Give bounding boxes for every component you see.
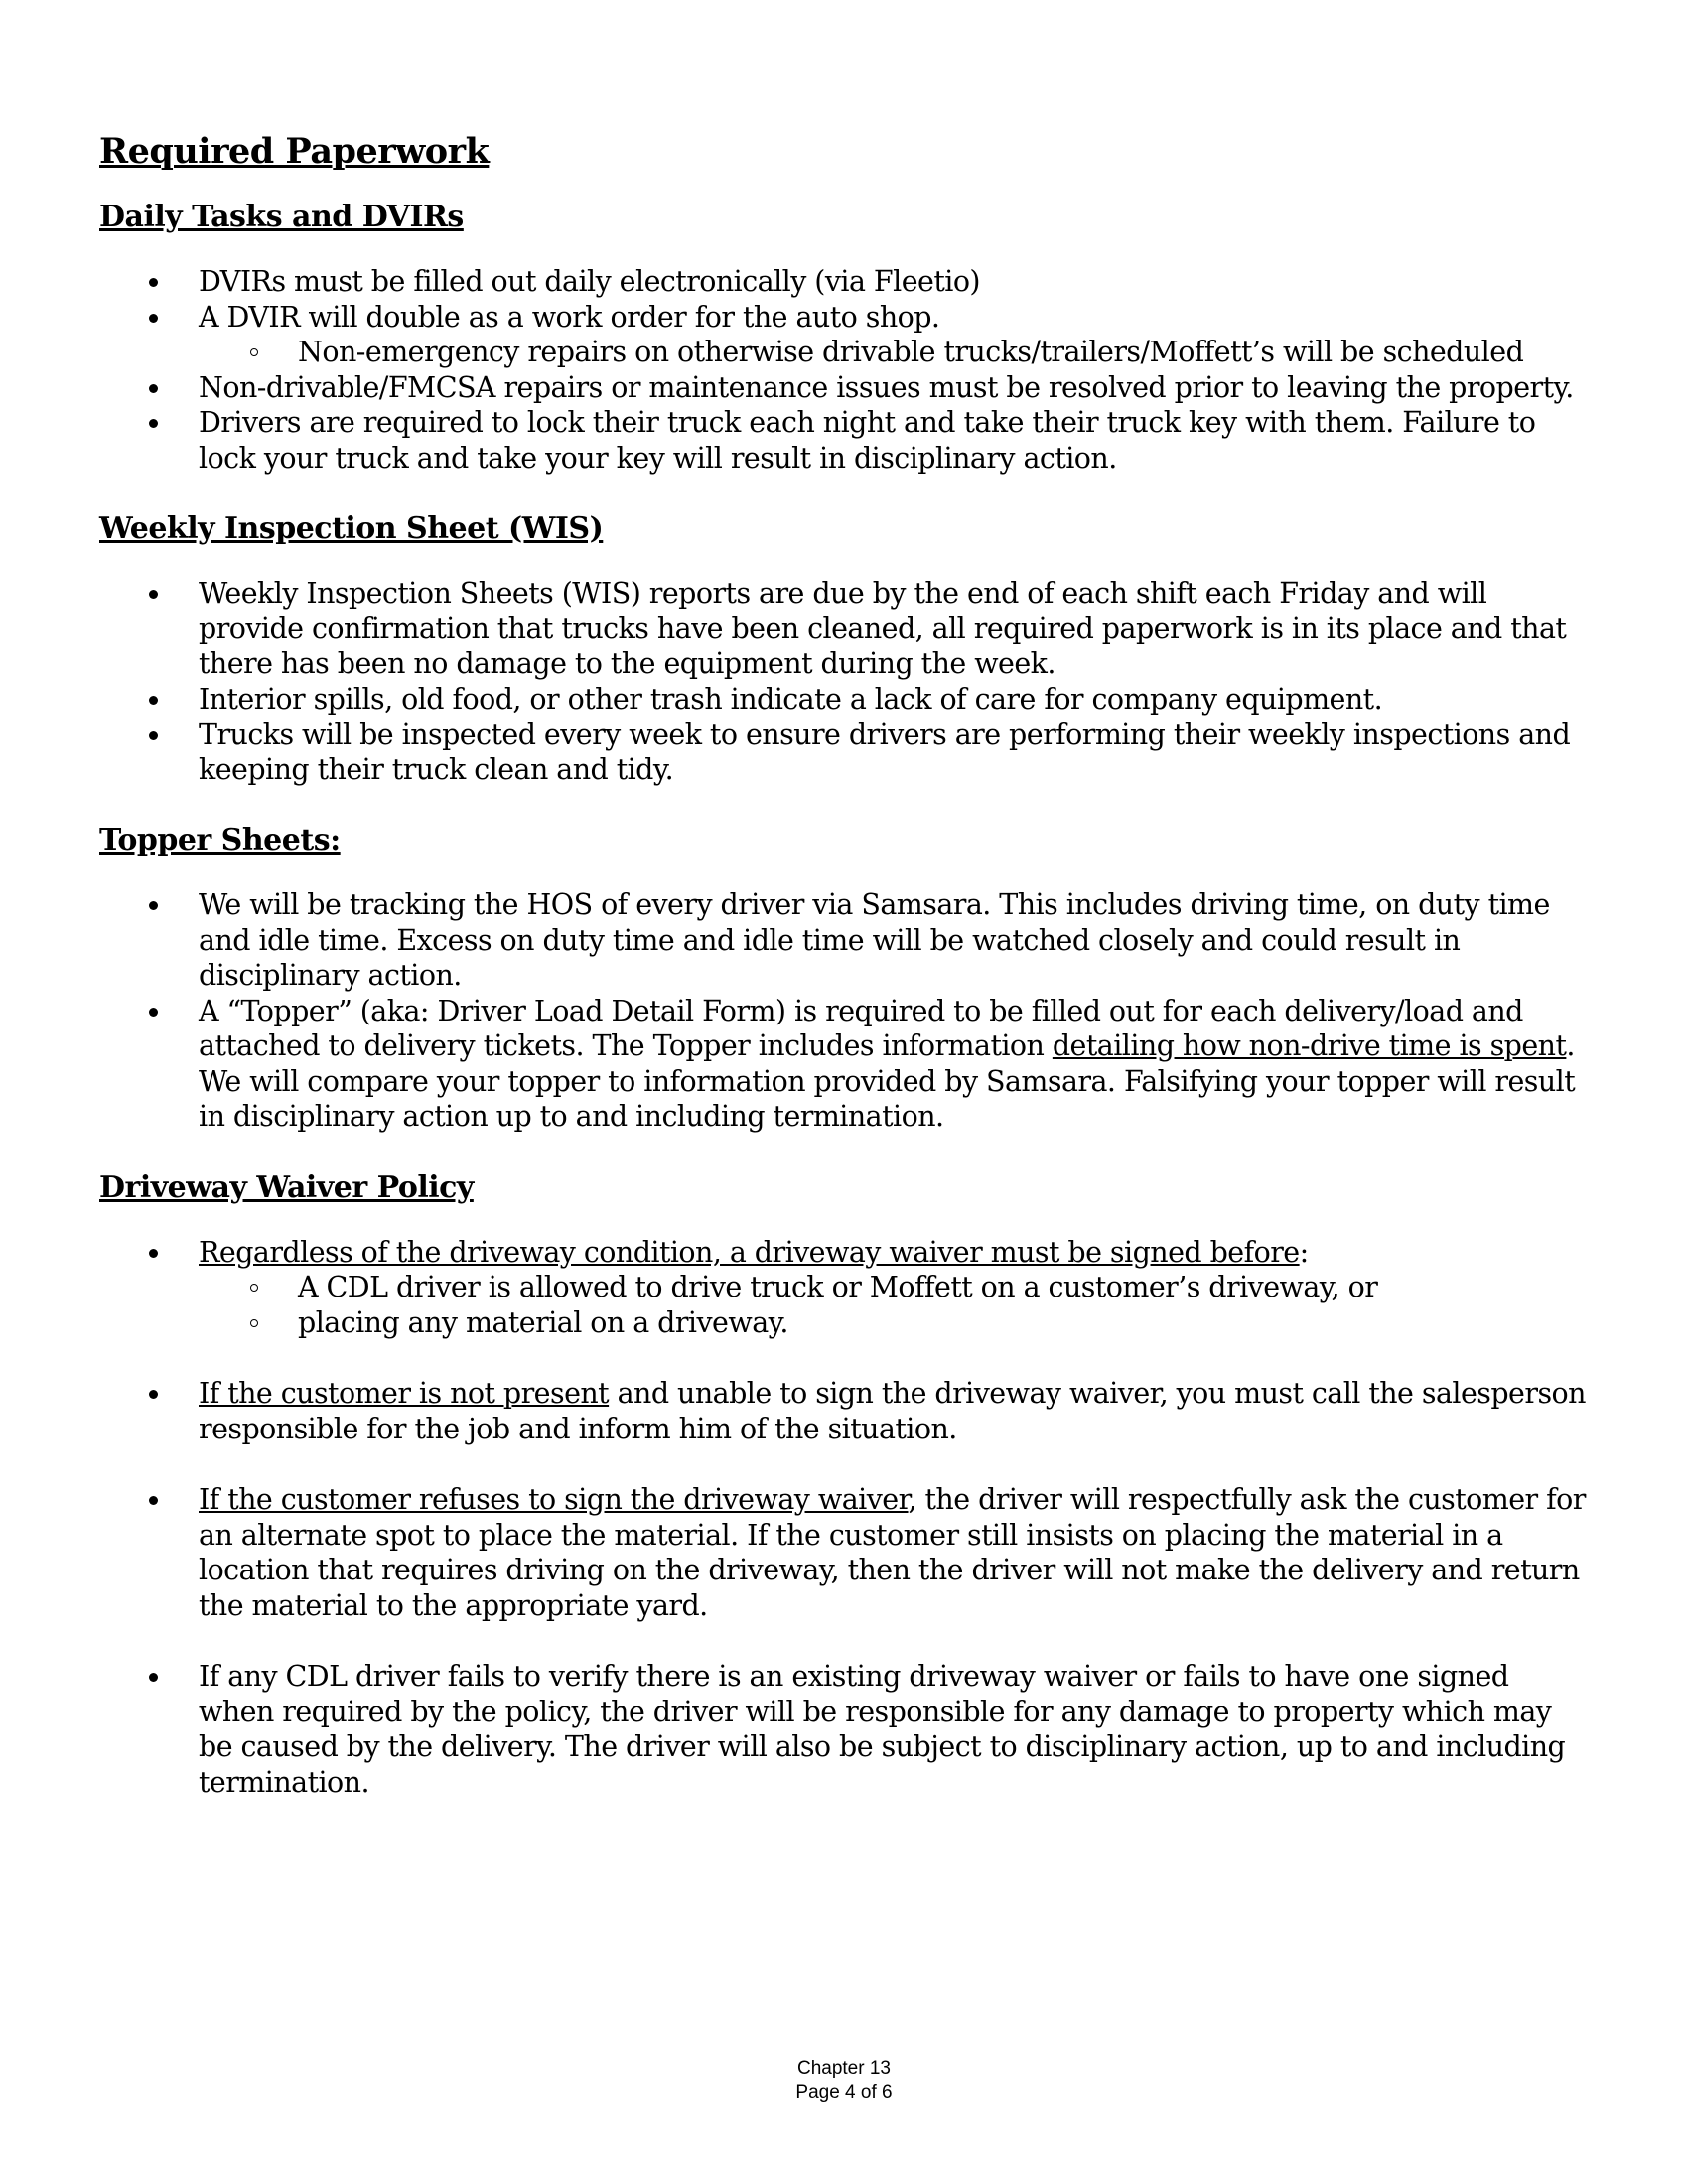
section-heading-daily: Daily Tasks and DVIRs [99,200,464,234]
bullet-icon [149,1496,158,1505]
list-item: DVIRs must be filled out daily electronically (via Fleetio) [99,264,1589,300]
bullet-icon [149,1390,158,1399]
footer-page-number: Page 4 of 6 [795,2082,893,2103]
section-heading-topper: Topper Sheets: [99,823,341,858]
sub-list-item: A CDL driver is allowed to drive truck or Moffett on a customer’s driveway, or [199,1270,1589,1305]
bullet-icon [149,731,158,740]
list-item: If the customer refuses to sign the driveway waiver, the driver will respectfully ask the customer for an alternate spot to place the material. If the customer still insists on placing the material in a location that requires driving on the driveway, then the driver will not make the delivery and return the material to the appropriate yard. [99,1482,1589,1623]
list-item: If any CDL driver fails to verify there is an existing driveway waiver or fails to have one signed when required by the policy, the driver will be responsible for any damage to property which may be caused by the delivery. The driver will also be subject to disciplinary action, up to and including termination. [99,1659,1589,1800]
hollow-bullet-icon [250,348,258,356]
sub-list [199,335,1589,370]
list-item: A DVIR will double as a work order for the auto shop. Non-emergency repairs on otherwise drivable trucks/trailers/Moffett’s will be scheduled [99,300,1589,370]
page-title: Required Paperwork [99,131,490,172]
bullet-icon [149,419,158,428]
list-item: Regardless of the driveway condition, a driveway waiver must be signed before: A CDL driver is allowed to drive truck or Moffett on a customer’s driveway, or placing any material on a driveway. [99,1235,1589,1341]
sub-list-item: Non-emergency repairs on otherwise drivable trucks/trailers/Moffett’s will be scheduled [199,335,1589,370]
list-item: Drivers are required to lock their truck each night and take their truck key with them. Failure to lock your truck and take your key will result in disciplinary action. [99,405,1589,476]
footer-chapter: Chapter 13 [796,2058,891,2079]
bullet-icon [149,901,158,910]
bullet-icon [149,1249,158,1258]
section-heading-driveway: Driveway Waiver Policy [99,1169,474,1205]
list-item: Weekly Inspection Sheets (WIS) reports are due by the end of each shift each Friday and will provide confirmation that trucks have been cleaned, all required paperwork is in its place and that there has been no damage to the equipment during the week. [99,576,1589,682]
page-footer [0,2057,1688,2105]
bullet-icon [149,1008,158,1017]
list-item: Interior spills, old food, or other trash indicate a lack of care for company equipment. [99,682,1589,718]
topper-list [99,887,1589,1135]
bullet-icon [149,384,158,393]
bullet-icon [149,696,158,705]
sub-list-item: placing any material on a driveway. [199,1305,1589,1341]
bullet-icon [149,1673,158,1682]
bullet-icon [149,278,158,287]
driveway-list [99,1235,1589,1801]
list-item: Trucks will be inspected every week to ensure drivers are performing their weekly inspections and keeping their truck clean and tidy. [99,717,1589,787]
hollow-bullet-icon [250,1284,258,1292]
hollow-bullet-icon [250,1319,258,1327]
bullet-icon [149,314,158,323]
list-item: A “Topper” (aka: Driver Load Detail Form) is required to be filled out for each delivery/load and attached to delivery tickets. The Topper includes information detailing how non-drive time is spent. We will compare your topper to information provided by Samsara. Falsifying your topper will result in disciplinary action up to and including termination. [99,994,1589,1135]
bullet-icon [149,590,158,599]
wis-list [99,576,1589,787]
sub-list [199,1270,1589,1340]
section-heading-wis: Weekly Inspection Sheet (WIS) [99,511,604,546]
list-item: We will be tracking the HOS of every driver via Samsara. This includes driving time, on duty time and idle time. Excess on duty time and idle time will be watched closely and could result in disciplinary action. [99,887,1589,994]
page-content [99,131,1589,1836]
daily-list [99,264,1589,476]
list-item: Non-drivable/FMCSA repairs or maintenance issues must be resolved prior to leaving the property. [99,370,1589,406]
list-item: If the customer is not present and unable to sign the driveway waiver, you must call the salesperson responsible for the job and inform him of the situation. [99,1376,1589,1446]
